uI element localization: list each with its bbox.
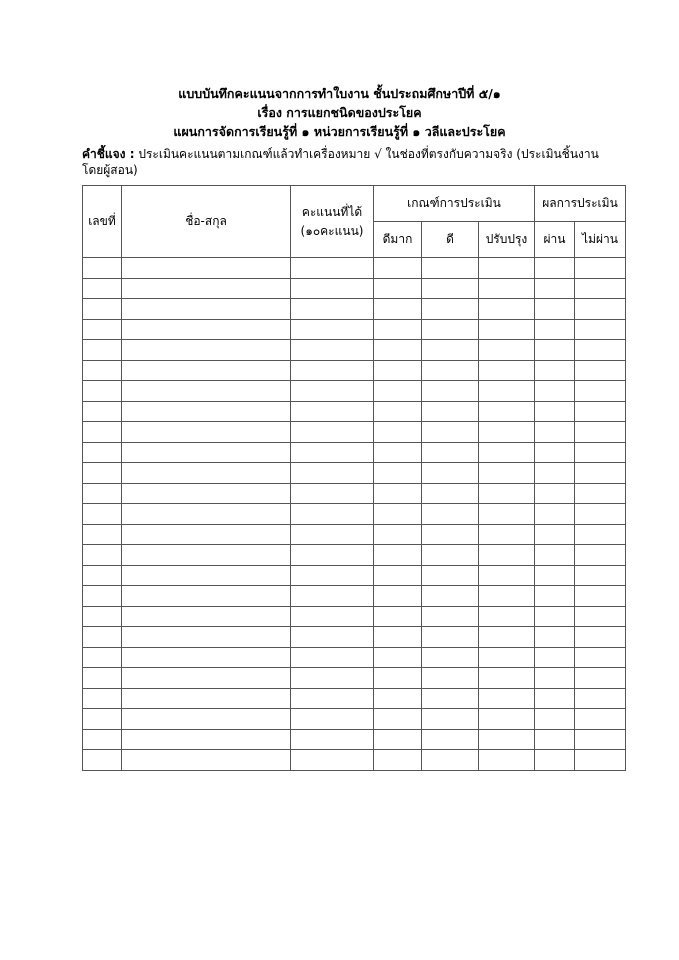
cell-fail — [575, 360, 626, 381]
header-criteria: เกณฑ์การประเมิน — [374, 186, 535, 222]
cell-good — [422, 709, 479, 730]
cell-good — [422, 483, 479, 504]
cell-improve — [479, 524, 535, 545]
table-row — [83, 483, 626, 504]
header-score — [291, 186, 374, 258]
cell-fail — [575, 627, 626, 648]
cell-fail — [575, 483, 626, 504]
cell-pass — [535, 709, 575, 730]
cell-improve — [479, 340, 535, 361]
cell-improve — [479, 422, 535, 443]
table-row — [83, 647, 626, 668]
cell-very-good — [374, 647, 422, 668]
cell-improve — [479, 606, 535, 627]
cell-name — [122, 483, 291, 504]
cell-pass — [535, 278, 575, 299]
cell-number — [83, 606, 122, 627]
cell-fail — [575, 647, 626, 668]
cell-number — [83, 401, 122, 422]
cell-pass — [535, 258, 575, 279]
cell-very-good — [374, 258, 422, 279]
cell-pass — [535, 442, 575, 463]
cell-improve — [479, 401, 535, 422]
cell-improve — [479, 750, 535, 771]
cell-pass — [535, 524, 575, 545]
score-table — [82, 185, 626, 771]
cell-improve — [479, 688, 535, 709]
cell-score — [291, 340, 374, 361]
cell-score — [291, 442, 374, 463]
table-row — [83, 463, 626, 484]
table-row — [83, 319, 626, 340]
cell-score — [291, 422, 374, 443]
cell-good — [422, 545, 479, 566]
cell-fail — [575, 709, 626, 730]
header-result-pass: ผ่าน — [535, 222, 575, 258]
cell-good — [422, 401, 479, 422]
cell-very-good — [374, 422, 422, 443]
table-row — [83, 258, 626, 279]
title-line-3: แผนการจัดการเรียนรู้ที่ ๑ หน่วยการเรียนรู้ที่ ๑ วลีและประโยค — [173, 124, 506, 139]
cell-number — [83, 299, 122, 320]
cell-score — [291, 483, 374, 504]
cell-number — [83, 627, 122, 648]
cell-improve — [479, 504, 535, 525]
cell-score — [291, 278, 374, 299]
cell-good — [422, 750, 479, 771]
cell-good — [422, 422, 479, 443]
cell-name — [122, 545, 291, 566]
cell-good — [422, 360, 479, 381]
cell-score — [291, 524, 374, 545]
cell-very-good — [374, 442, 422, 463]
cell-number — [83, 709, 122, 730]
cell-fail — [575, 565, 626, 586]
table-row — [83, 442, 626, 463]
header-criteria-improve: ปรับปรุง — [479, 222, 535, 258]
cell-very-good — [374, 709, 422, 730]
cell-good — [422, 299, 479, 320]
cell-pass — [535, 545, 575, 566]
cell-pass — [535, 340, 575, 361]
cell-fail — [575, 606, 626, 627]
cell-name — [122, 340, 291, 361]
cell-number — [83, 524, 122, 545]
table-row — [83, 688, 626, 709]
cell-good — [422, 463, 479, 484]
cell-very-good — [374, 340, 422, 361]
cell-score — [291, 627, 374, 648]
table-row — [83, 565, 626, 586]
cell-improve — [479, 381, 535, 402]
cell-improve — [479, 586, 535, 607]
cell-name — [122, 463, 291, 484]
cell-pass — [535, 729, 575, 750]
table-row — [83, 668, 626, 689]
cell-good — [422, 565, 479, 586]
cell-improve — [479, 709, 535, 730]
cell-name — [122, 709, 291, 730]
cell-pass — [535, 401, 575, 422]
cell-very-good — [374, 278, 422, 299]
cell-pass — [535, 381, 575, 402]
cell-fail — [575, 504, 626, 525]
score-table-body — [83, 258, 626, 771]
cell-score — [291, 381, 374, 402]
cell-name — [122, 422, 291, 443]
cell-name — [122, 504, 291, 525]
cell-number — [83, 545, 122, 566]
cell-name — [122, 360, 291, 381]
header-number: เลขที่ — [83, 186, 122, 258]
cell-score — [291, 688, 374, 709]
cell-name — [122, 524, 291, 545]
table-row — [83, 750, 626, 771]
table-row — [83, 586, 626, 607]
cell-name — [122, 750, 291, 771]
cell-fail — [575, 319, 626, 340]
header-score-line2: (๑๐คะแนน) — [300, 223, 364, 238]
cell-pass — [535, 606, 575, 627]
table-row — [83, 422, 626, 443]
cell-number — [83, 729, 122, 750]
cell-number — [83, 360, 122, 381]
cell-fail — [575, 668, 626, 689]
cell-very-good — [374, 463, 422, 484]
cell-number — [83, 668, 122, 689]
cell-name — [122, 606, 291, 627]
cell-very-good — [374, 606, 422, 627]
cell-pass — [535, 504, 575, 525]
cell-improve — [479, 483, 535, 504]
cell-pass — [535, 668, 575, 689]
cell-good — [422, 688, 479, 709]
cell-score — [291, 729, 374, 750]
cell-good — [422, 586, 479, 607]
cell-number — [83, 586, 122, 607]
cell-pass — [535, 565, 575, 586]
cell-number — [83, 688, 122, 709]
cell-score — [291, 565, 374, 586]
cell-very-good — [374, 750, 422, 771]
cell-number — [83, 483, 122, 504]
cell-improve — [479, 627, 535, 648]
cell-pass — [535, 299, 575, 320]
cell-pass — [535, 586, 575, 607]
cell-fail — [575, 729, 626, 750]
cell-score — [291, 668, 374, 689]
table-row — [83, 381, 626, 402]
cell-fail — [575, 299, 626, 320]
table-row — [83, 729, 626, 750]
table-row — [83, 606, 626, 627]
cell-score — [291, 750, 374, 771]
cell-number — [83, 504, 122, 525]
cell-good — [422, 627, 479, 648]
cell-improve — [479, 668, 535, 689]
cell-pass — [535, 463, 575, 484]
cell-good — [422, 381, 479, 402]
cell-fail — [575, 586, 626, 607]
cell-good — [422, 729, 479, 750]
cell-number — [83, 381, 122, 402]
cell-improve — [479, 299, 535, 320]
header-name: ชื่อ-สกุล — [122, 186, 291, 258]
cell-very-good — [374, 299, 422, 320]
cell-number — [83, 278, 122, 299]
cell-fail — [575, 401, 626, 422]
header-result-fail: ไม่ผ่าน — [575, 222, 626, 258]
cell-good — [422, 319, 479, 340]
cell-pass — [535, 627, 575, 648]
cell-number — [83, 750, 122, 771]
cell-name — [122, 319, 291, 340]
cell-fail — [575, 258, 626, 279]
table-row — [83, 545, 626, 566]
cell-very-good — [374, 401, 422, 422]
cell-improve — [479, 442, 535, 463]
cell-fail — [575, 463, 626, 484]
cell-pass — [535, 483, 575, 504]
cell-score — [291, 606, 374, 627]
cell-name — [122, 668, 291, 689]
cell-improve — [479, 565, 535, 586]
cell-name — [122, 442, 291, 463]
table-row — [83, 360, 626, 381]
cell-improve — [479, 258, 535, 279]
cell-improve — [479, 729, 535, 750]
title-line-1: แบบบันทึกคะแนนจากการทำใบงาน ชั้นประถมศึกษาปีที่ ๕/๑ — [178, 86, 501, 101]
cell-very-good — [374, 668, 422, 689]
cell-score — [291, 586, 374, 607]
cell-number — [83, 463, 122, 484]
cell-very-good — [374, 504, 422, 525]
cell-very-good — [374, 688, 422, 709]
cell-fail — [575, 524, 626, 545]
cell-improve — [479, 647, 535, 668]
table-row — [83, 504, 626, 525]
header-score-line1: คะแนนที่ได้ — [301, 204, 363, 219]
cell-name — [122, 688, 291, 709]
cell-score — [291, 545, 374, 566]
cell-name — [122, 401, 291, 422]
header-criteria-good: ดี — [422, 222, 479, 258]
cell-pass — [535, 422, 575, 443]
cell-score — [291, 647, 374, 668]
cell-good — [422, 647, 479, 668]
cell-very-good — [374, 565, 422, 586]
table-row — [83, 627, 626, 648]
cell-fail — [575, 750, 626, 771]
cell-very-good — [374, 627, 422, 648]
cell-improve — [479, 319, 535, 340]
cell-pass — [535, 750, 575, 771]
cell-improve — [479, 463, 535, 484]
cell-fail — [575, 381, 626, 402]
cell-improve — [479, 278, 535, 299]
cell-number — [83, 340, 122, 361]
cell-fail — [575, 442, 626, 463]
cell-very-good — [374, 483, 422, 504]
cell-name — [122, 729, 291, 750]
cell-very-good — [374, 729, 422, 750]
cell-name — [122, 299, 291, 320]
cell-good — [422, 340, 479, 361]
cell-very-good — [374, 524, 422, 545]
header-criteria-very-good: ดีมาก — [374, 222, 422, 258]
cell-score — [291, 504, 374, 525]
cell-good — [422, 504, 479, 525]
cell-name — [122, 258, 291, 279]
cell-fail — [575, 422, 626, 443]
cell-score — [291, 360, 374, 381]
cell-score — [291, 709, 374, 730]
cell-score — [291, 463, 374, 484]
header-result: ผลการประเมิน — [535, 186, 626, 222]
cell-fail — [575, 340, 626, 361]
cell-very-good — [374, 545, 422, 566]
cell-fail — [575, 278, 626, 299]
cell-improve — [479, 360, 535, 381]
cell-very-good — [374, 586, 422, 607]
cell-name — [122, 381, 291, 402]
cell-fail — [575, 545, 626, 566]
cell-pass — [535, 319, 575, 340]
instructions-text: ประเมินคะแนนตามเกณฑ์แล้วทำเครื่องหมาย √ ในช่องที่ตรงกับความจริง (ประเมินชิ้นงานโดยผู้สอน) — [82, 147, 599, 177]
cell-number — [83, 565, 122, 586]
cell-pass — [535, 360, 575, 381]
cell-good — [422, 524, 479, 545]
cell-very-good — [374, 360, 422, 381]
cell-good — [422, 442, 479, 463]
cell-number — [83, 647, 122, 668]
table-row — [83, 299, 626, 320]
cell-name — [122, 586, 291, 607]
cell-number — [83, 258, 122, 279]
cell-score — [291, 401, 374, 422]
table-row — [83, 401, 626, 422]
title-line-2: เรื่อง การแยกชนิดของประโยค — [257, 105, 422, 120]
table-row — [83, 524, 626, 545]
instructions — [82, 146, 612, 178]
cell-pass — [535, 647, 575, 668]
cell-good — [422, 258, 479, 279]
cell-fail — [575, 688, 626, 709]
table-row — [83, 709, 626, 730]
table-row — [83, 340, 626, 361]
cell-score — [291, 319, 374, 340]
cell-very-good — [374, 319, 422, 340]
cell-very-good — [374, 381, 422, 402]
document-title — [0, 84, 679, 141]
cell-name — [122, 565, 291, 586]
cell-good — [422, 278, 479, 299]
cell-score — [291, 299, 374, 320]
cell-good — [422, 606, 479, 627]
table-row — [83, 278, 626, 299]
cell-good — [422, 668, 479, 689]
cell-improve — [479, 545, 535, 566]
cell-name — [122, 647, 291, 668]
cell-number — [83, 422, 122, 443]
cell-pass — [535, 688, 575, 709]
cell-name — [122, 278, 291, 299]
cell-name — [122, 627, 291, 648]
instructions-label: คำชี้แจง : — [82, 147, 135, 161]
cell-number — [83, 442, 122, 463]
cell-number — [83, 319, 122, 340]
cell-score — [291, 258, 374, 279]
